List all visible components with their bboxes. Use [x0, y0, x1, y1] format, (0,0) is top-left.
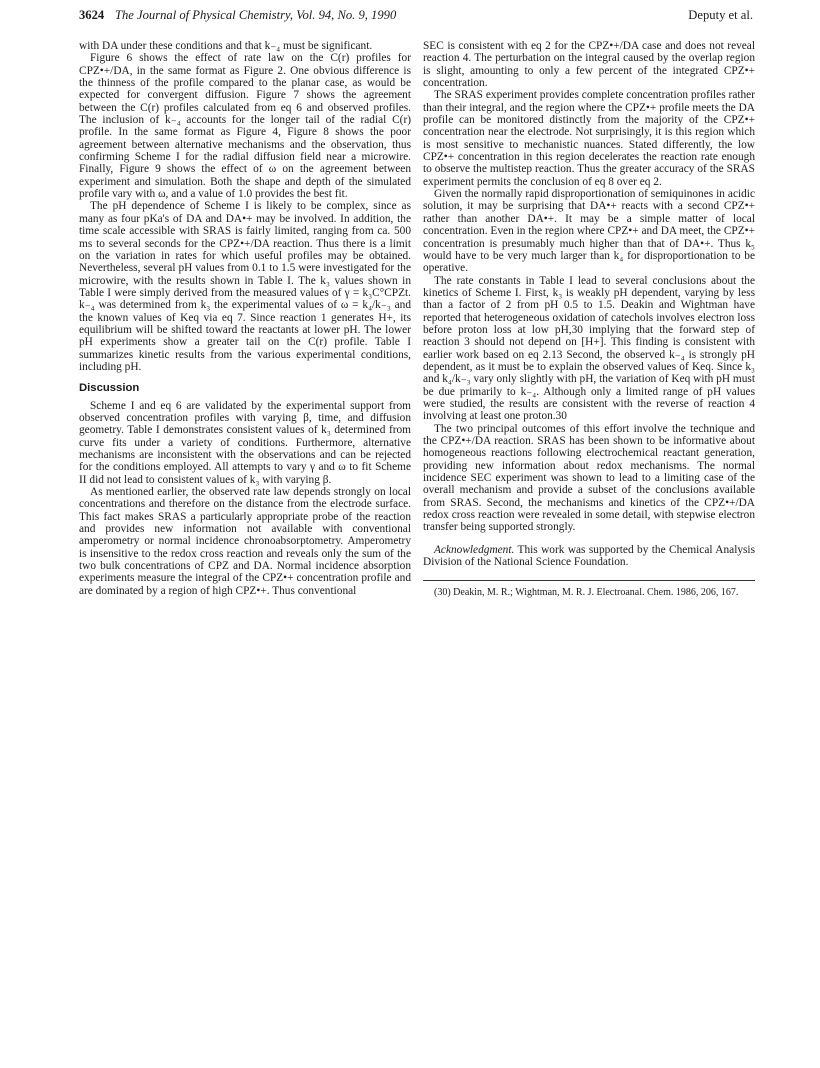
acknowledgment-text: This work was supported by the Chemical Analysis Division of the National Science Foundation.	[423, 543, 755, 569]
paragraph: The SRAS experiment provides complete concentration profiles rather than their integral, and the region where the CPZ•+ profile meets the DA profile can be monitored distinctly from the majority of the CPZ•+ concentration near the electrode. Not surprisingly, it is this region which is most sensitive to mechanistic nuances. Stated differently, the low CPZ•+ concentration in this region decelerates the reaction rate enough to observe the multistep reaction. Thus the greater accuracy of the SRAS experiment permits the conclusion of eq 8 over eq 2.	[423, 89, 755, 188]
acknowledgment-label: Acknowledgment.	[434, 543, 515, 556]
page-number: 3624	[79, 8, 105, 22]
paragraph: The pH dependence of Scheme I is likely to be complex, since as many as four pKa's of DA and DA•+ may be involved. In addition, the time scale accessible with SRAS is fairly limited, ranging from ca. 500 ms to several seconds for the CPZ•+/DA reaction. Thus there is a limit on the variation in rates for which useful profiles may be obtained. Nevertheless, several pH values from 0.1 to 1.5 were investigated for the microwire, with the results shown in Table I. The k₃ values shown in Table I were simply derived from the measured values of γ = k₃C°CPZt. k₋₄ was determined from k₃ the experimental values of ω = k₄/k₋₃ and the known values of Keq via eq 7. Since reaction 1 generates H+, its equilibrium will be shifted toward the reactants at lower pH. The lower pH experiments show a greater tail on the C(r) profile. Table I summarizes kinetic results from the various experimental conditions, including pH.	[79, 200, 411, 373]
acknowledgment	[423, 544, 755, 569]
left-column	[79, 40, 411, 597]
journal-citation: The Journal of Physical Chemistry, Vol. 94, No. 9, 1990	[115, 8, 397, 22]
paragraph: The two principal outcomes of this effort involve the technique and the CPZ•+/DA reaction. SRAS has been shown to be informative about homogeneous reactions following electrochemical reactant generation, providing new information about redox mechanisms. The normal incidence SEC experiment was shown to lead to a limiting case of the overall mechanism and provide a subset of the conclusions available from SRAS. Second, the mechanisms and kinetics of the CPZ•+/DA redox cross reaction were revealed in some detail, with stepwise electron transfer being supported strongly.	[423, 422, 755, 534]
right-column	[423, 40, 755, 598]
running-authors: Deputy et al.	[688, 8, 753, 22]
paragraph: As mentioned earlier, the observed rate law depends strongly on local concentrations and therefore on the distance from the electrode surface. This fact makes SRAS a particularly appropriate probe of the reaction and provides new information not available with conventional amperometry or normal incidence chronoabsorptometry. Amperometry is insensitive to the redox cross reaction and reveals only the sum of the two bulk concentrations of CPZ and DA. Normal incidence absorption experiments measure the integral of the CPZ•+ concentration profile and are dominated by a region of high CPZ•+. Thus conventional	[79, 486, 411, 597]
paragraph: SEC is consistent with eq 2 for the CPZ•+/DA case and does not reveal reaction 4. The perturbation on the integral caused by the overlap region is slight, amounting to only a few percent of the integrated CPZ•+ concentration.	[423, 40, 755, 90]
reference-30: (30) Deakin, M. R.; Wightman, M. R. J. Electroanal. Chem. 1986, 206, 167.	[434, 587, 739, 599]
page-header	[79, 8, 753, 26]
paragraph: Scheme I and eq 6 are validated by the experimental support from observed concentration profiles with varying β, time, and diffusion geometry. Table I demonstrates consistent values of k₃ determined from curve fits under a variety of conditions. Furthermore, alternative mechanisms are inconsistent with the observations and can be rejected for the conditions employed. All attempts to vary γ and ω to fit Scheme II did not lead to consistent values of k₃ with varying β.	[79, 399, 411, 486]
paragraph: with DA under these conditions and that k₋₄ must be significant.	[79, 40, 373, 52]
paragraph: Given the normally rapid disproportionation of semiquinones in acidic solution, it may be surprising that DA•+ reacts with a second CPZ•+ rather than another DA•+. It may be a simple matter of local concentration. Even in the region where CPZ•+ and DA meet, the CPZ•+ concentration is presumably much higher than that of DA•+. Thus k₅ would have to be very much larger than k₄ for disproportionation to be operative.	[423, 188, 755, 275]
paragraph: The rate constants in Table I lead to several conclusions about the kinetics of Scheme I. First, k₃ is weakly pH dependent, varying by less than a factor of 2 from pH 0.5 to 1.5. Deakin and Wightman have reported that heterogeneous oxidation of catechols involves electron loss before proton loss at low pH,30 implying that the forward step of reaction 3 should not depend on [H+]. This finding is consistent with earlier work based on eq 2.13 Second, the observed k₋₄ is strongly pH dependent, as it must be to explain the observed values of Keq. Since k₃ and k₄/k₋₃ vary only slightly with pH, the variation of Keq with pH must be due primarily to k₋₄. Although only a limited range of pH values were studied, the results are consistent with the reverse of reaction 4 involving at least one proton.30	[423, 274, 755, 423]
section-heading-discussion: Discussion	[79, 382, 140, 395]
footnote-rule	[423, 580, 755, 581]
paragraph: Figure 6 shows the effect of rate law on the C(r) profiles for CPZ•+/DA, in the same format as Figure 2. One obvious difference is the thinness of the profile compared to the planar case, as would be expected for convergent diffusion. Figure 7 shows the agreement between the C(r) profiles calculated from eq 6 and observed profiles. The inclusion of k₋₄ accounts for the longer tail of the radial C(r) profile. In the same format as Figure 4, Figure 8 shows the poor agreement between alternative mechanisms and the observation, thus confirming Scheme I for the radial diffusion field near a microwire. Finally, Figure 9 shows the effect of ω on the agreement between experiment and simulation. Both the shape and depth of the simulated profile vary with ω, and a value of 1.0 provides the best fit.	[79, 52, 411, 201]
